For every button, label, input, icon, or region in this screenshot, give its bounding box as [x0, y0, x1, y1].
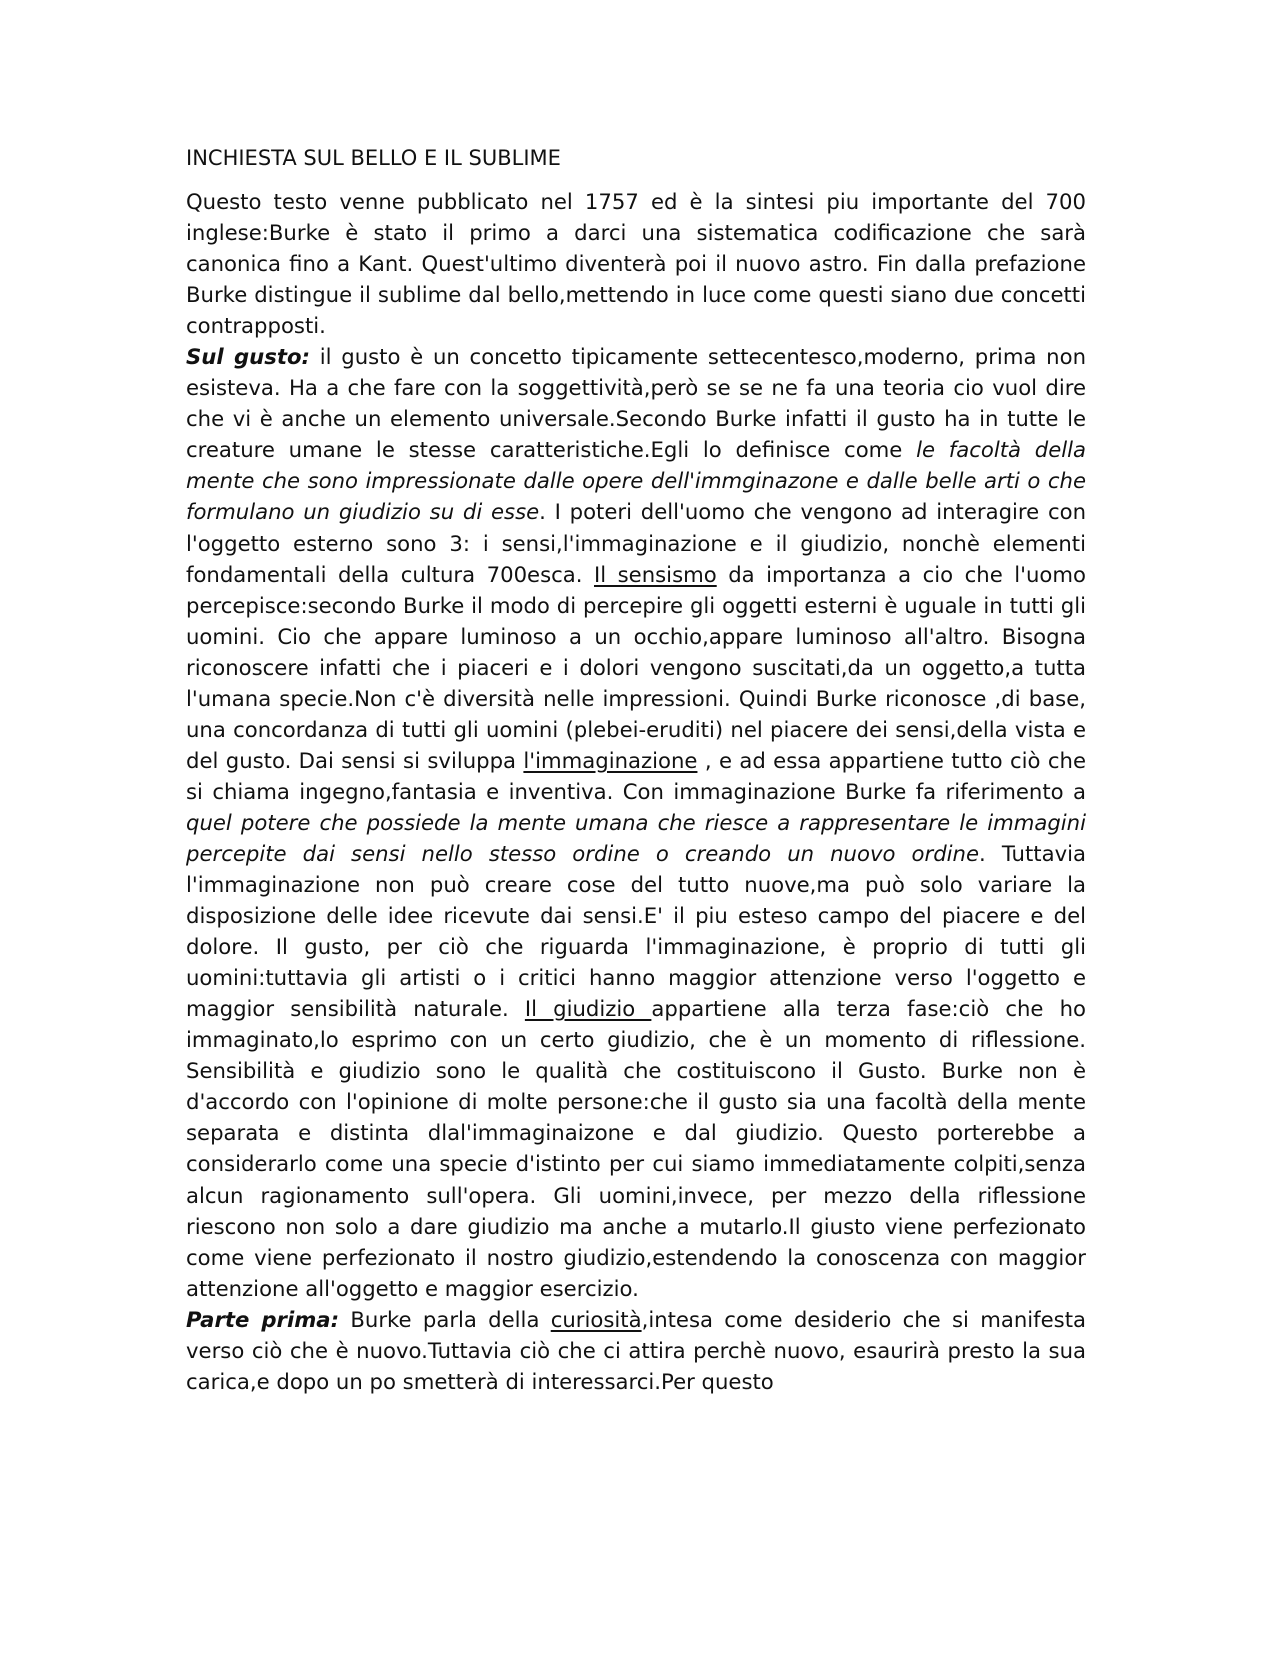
gusto-text-6: appartiene alla terza fase:ciò che ho immaginato,lo esprimo con un certo giudizio, che è un momento di riflessione. Sensibilità e giudizio sono le qualità che costituiscono il Gusto. Burke non è d'accordo con l'opinione di molte persone:che il gusto sia una facoltà della mente separata e distinta dlal'immaginaizone e dal giudizio. Questo porterebbe a considerarlo come una specie d'istinto per cui siamo immediatamente colpiti,senza alcun ragionamento sull'opera. Gli uomini,invece, per mezzo della riflessione riescono non solo a dare giudizio ma anche a mutarlo.Il giusto viene perfezionato come viene perfezionato il nostro giudizio,estendendo la conoscenza con maggior attenzione all'oggetto e maggior esercizio.: [186, 996, 1086, 1301]
parte-prima-text-1: Burke parla della: [339, 1306, 551, 1332]
gusto-text-3: da importanza a cio che l'uomo percepisce:secondo Burke il modo di percepire gli oggetti esterni è uguale in tutti gli uomini. Cio che appare luminoso a un occhio,appare luminoso all'altro. Bisogna riconoscere infatti che i piaceri e i dolori vengono suscitati,da un oggetto,a tutta l'umana specie.Non c'è diversità nelle impressioni. Quindi Burke riconosce ,di base, una concordanza di tutti gli uomini (plebei-eruditi) nel piacere dei sensi,della vista e del gusto. Dai sensi si sviluppa: [186, 561, 1086, 773]
parte-prima-paragraph: [186, 1304, 1086, 1397]
immaginazione-underlined: l'immaginazione: [523, 747, 698, 773]
gusto-paragraph: [186, 341, 1086, 1303]
curiosita-underlined: curiosità: [550, 1306, 642, 1332]
immaginazione-definition-italic: quel potere che possiede la mente umana che riesce a rappresentare le immagini percepite dai sensi nello stesso ordine o creando un nuovo ordine: [186, 809, 1086, 866]
parte-prima-text-2: ,intesa come desiderio che si manifesta verso ciò che è nuovo.Tuttavia ciò che ci attira perchè nuovo, esaurirà presto la sua carica,e dopo un po smetterà di interessarci.Per questo: [186, 1306, 1086, 1394]
gusto-text-5: . Tuttavia l'immaginazione non può creare cose del tutto nuove,ma può solo variare la disposizione delle idee ricevute dai sensi.E' il piu esteso campo del piacere e del dolore. Il gusto, per ciò che riguarda l'immaginazione, è proprio di tutti gli uomini:tuttavia gli artisti o i critici hanno maggior attenzione verso l'oggetto e maggior sensibilità naturale.: [186, 840, 1086, 1022]
gusto-text-2: . I poteri dell'uomo che vengono ad interagire con l'oggetto esterno sono 3: i sensi,l'immaginazione e il giudizio, nonchè elementi fondamentali della cultura 700esca.: [186, 499, 1086, 587]
document-title: INCHIESTA SUL BELLO E IL SUBLIME: [186, 146, 561, 170]
sensismo-underlined: Il sensismo: [594, 561, 717, 587]
gusto-text-1: il gusto è un concetto tipicamente settecentesco,moderno, prima non esisteva. Ha a che fare con la soggettività,però se se ne fa una teoria cio vuol dire che vi è anche un elemento universale.Secondo Burke infatti il gusto ha in tutte le creature umane le stesse caratteristiche.Egli lo definisce come: [186, 344, 1086, 463]
giudizio-underlined: Il giudizio: [524, 996, 652, 1022]
intro-paragraph: Questo testo venne pubblicato nel 1757 ed è la sintesi piu importante del 700 inglese:Burke è stato il primo a darci una sistematica codificazione che sarà canonica fino a Kant. Quest'ultimo diventerà poi il nuovo astro. Fin dalla prefazione Burke distingue il sublime dal bello,mettendo in luce come questi siano due concetti contrapposti.: [186, 189, 1086, 339]
gusto-heading: Sul gusto:: [186, 344, 311, 370]
gusto-definition-italic: le facoltà della mente che sono impressionate dalle opere dell'immginazone e dalle belle arti o che formulano un giudizio su di esse: [186, 437, 1086, 525]
parte-prima-heading: Parte prima:: [186, 1306, 340, 1332]
document-page: [186, 143, 1086, 1397]
gusto-text-4: , e ad essa appartiene tutto ciò che si chiama ingegno,fantasia e inventiva. Con immaginazione Burke fa riferimento a: [186, 747, 1086, 804]
